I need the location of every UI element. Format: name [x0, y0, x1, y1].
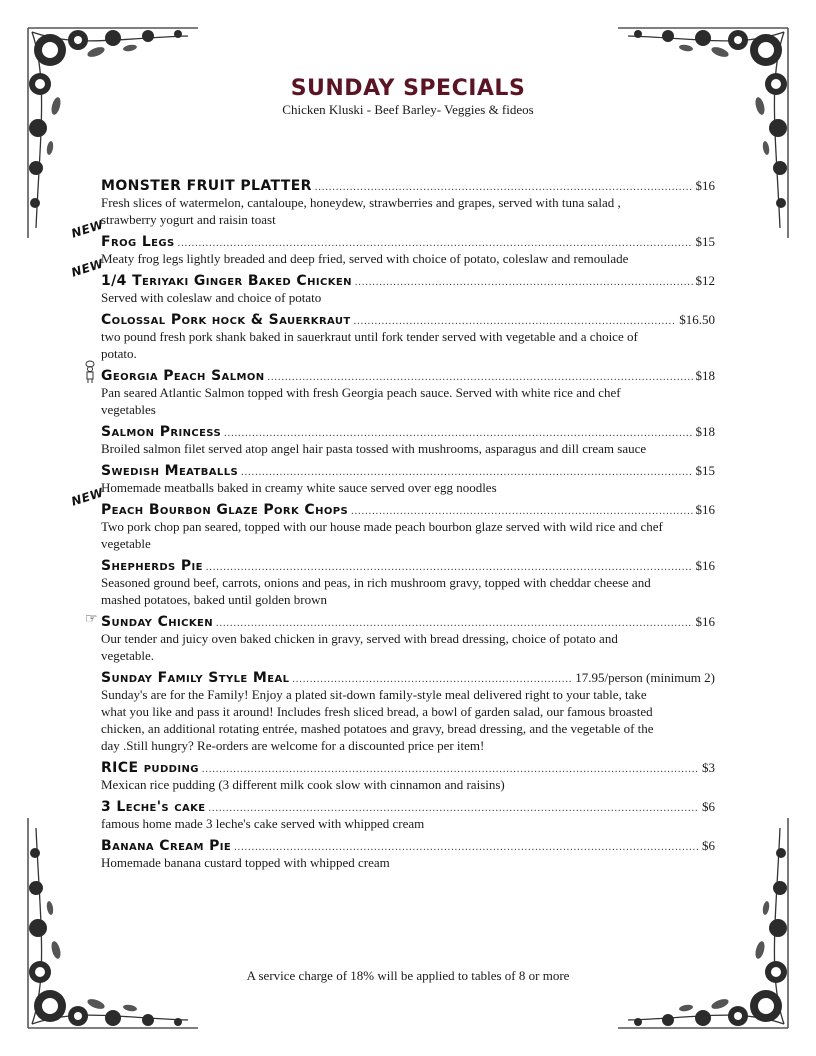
dot-leader	[202, 764, 699, 775]
item-name: 1/4 Teriyaki Ginger Baked Chicken	[101, 273, 352, 289]
item-description: Pan seared Atlantic Salmon topped with fresh Georgia peach sauce. Served with white rice and chef vegetables	[101, 385, 621, 417]
item-name: Frog Legs	[101, 234, 175, 250]
item-description: Mexican rice pudding (3 different milk cook slow with cinnamon and raisins)	[101, 777, 505, 792]
dot-leader	[268, 372, 693, 383]
dot-leader	[292, 674, 572, 685]
menu-item-family-style-meal	[101, 670, 715, 754]
page-title: SUNDAY SPECIALS	[290, 76, 526, 101]
dot-leader	[354, 316, 677, 327]
item-price: $6	[702, 838, 715, 853]
dot-leader	[209, 803, 699, 814]
item-price: $18	[695, 424, 715, 439]
item-description: Meaty frog legs lightly breaded and deep fried, served with choice of potato, coleslaw and remoulade	[101, 251, 629, 266]
item-description: Served with coleslaw and choice of potato	[101, 290, 322, 305]
item-name: RICE pudding	[101, 760, 199, 776]
menu-item-pork-hock	[101, 312, 715, 362]
menu-item-swedish-meatballs	[101, 463, 715, 496]
menu-item-tres-leches-cake	[101, 799, 715, 832]
item-description: Homemade banana custard topped with whipped cream	[101, 855, 390, 870]
dot-leader	[355, 277, 693, 288]
item-description: Broiled salmon filet served atop angel hair pasta tossed with mushrooms, asparagus and dill cream sauce	[101, 441, 647, 456]
item-price: $15	[695, 463, 715, 478]
menu-item-frog-legs	[69, 217, 715, 267]
dot-leader	[224, 428, 692, 439]
dot-leader	[315, 182, 693, 193]
item-name: 3 Leche's cake	[101, 799, 206, 815]
menu-item-sunday-chicken	[85, 612, 715, 664]
pointing-hand-icon: ☞	[85, 612, 98, 627]
dot-leader	[241, 467, 692, 478]
item-price: $18	[695, 368, 715, 383]
menu-header	[0, 76, 816, 117]
item-description: two pound fresh pork shank baked in sauerkraut until fork tender served with vegetable and a choice of potato.	[101, 329, 638, 361]
item-name: Peach Bourbon Glaze Pork Chops	[101, 502, 349, 518]
item-name: Banana Cream Pie	[101, 838, 232, 854]
menu-item-banana-cream-pie	[101, 838, 715, 871]
menu-item-shepherds-pie	[101, 558, 715, 608]
item-description: Two pork chop pan seared, topped with our house made peach bourbon glaze served with wild rice and chef vegetable	[101, 519, 663, 551]
new-badge: NEW	[69, 485, 106, 509]
item-name: Salmon Princess	[101, 424, 222, 440]
new-badge: NEW	[69, 217, 106, 241]
item-description: Fresh slices of watermelon, cantaloupe, honeydew, strawberries and grapes, served with tuna salad , strawberry yogurt and raisin toast	[101, 195, 621, 227]
item-price: $16	[695, 502, 715, 517]
item-description: Homemade meatballs baked in creamy white sauce served over egg noodles	[101, 480, 497, 495]
item-name: Sunday Chicken	[101, 614, 214, 630]
item-description: Our tender and juicy oven baked chicken in gravy, served with bread dressing, choice of potato and vegetable.	[101, 631, 618, 663]
item-name: Georgia Peach Salmon	[101, 368, 265, 384]
item-name: Colossal Pork hock & Sauerkraut	[101, 312, 351, 328]
service-charge-note: A service charge of 18% will be applied to tables of 8 or more	[246, 968, 570, 983]
menu-list	[69, 178, 715, 877]
dot-leader	[351, 506, 692, 517]
item-description: Seasoned ground beef, carrots, onions and peas, in rich mushroom gravy, topped with cheddar cheese and mashed potatoes, baked until golden brown	[101, 575, 651, 607]
item-description: famous home made 3 leche's cake served with whipped cream	[101, 816, 425, 831]
item-price: $12	[695, 273, 715, 288]
item-price: 17.95/person (minimum 2)	[575, 670, 715, 685]
dot-leader	[178, 238, 693, 249]
soup-subtitle: Chicken Kluski - Beef Barley- Veggies & fideos	[282, 102, 534, 117]
item-name: MONSTER FRUIT PLATTER	[101, 178, 312, 194]
item-price: $16	[695, 558, 715, 573]
item-name: Sunday Family Style Meal	[101, 670, 290, 686]
chef-icon	[83, 360, 97, 384]
item-price: $16	[695, 178, 715, 193]
menu-item-georgia-peach-salmon	[101, 368, 715, 418]
item-price: $15	[695, 234, 715, 249]
item-price: $16.50	[679, 312, 715, 327]
menu-item-salmon-princess	[101, 424, 715, 457]
item-description: Sunday's are for the Family! Enjoy a plated sit-down family-style meal delivered right to your table, take what you like and pass it around! Includes fresh sliced bread, a bowl of garden salad, our famous broasted chicken, an additional rotating entrée, mashed potatoes and gravy, bread dressing, and the vegetable of the day .Still hungry? Re-orders are welcome for a discounted price per item!	[101, 687, 654, 753]
item-price: $3	[702, 760, 715, 775]
item-price: $16	[695, 614, 715, 629]
menu-item-monster-fruit-platter	[101, 178, 715, 228]
item-price: $6	[702, 799, 715, 814]
item-name: Swedish Meatballs	[101, 463, 239, 479]
new-badge: NEW	[69, 256, 106, 280]
item-name: Shepherds Pie	[101, 558, 203, 574]
dot-leader	[234, 842, 699, 853]
dot-leader	[216, 618, 692, 629]
dot-leader	[206, 562, 693, 573]
menu-item-rice-pudding	[101, 760, 715, 793]
